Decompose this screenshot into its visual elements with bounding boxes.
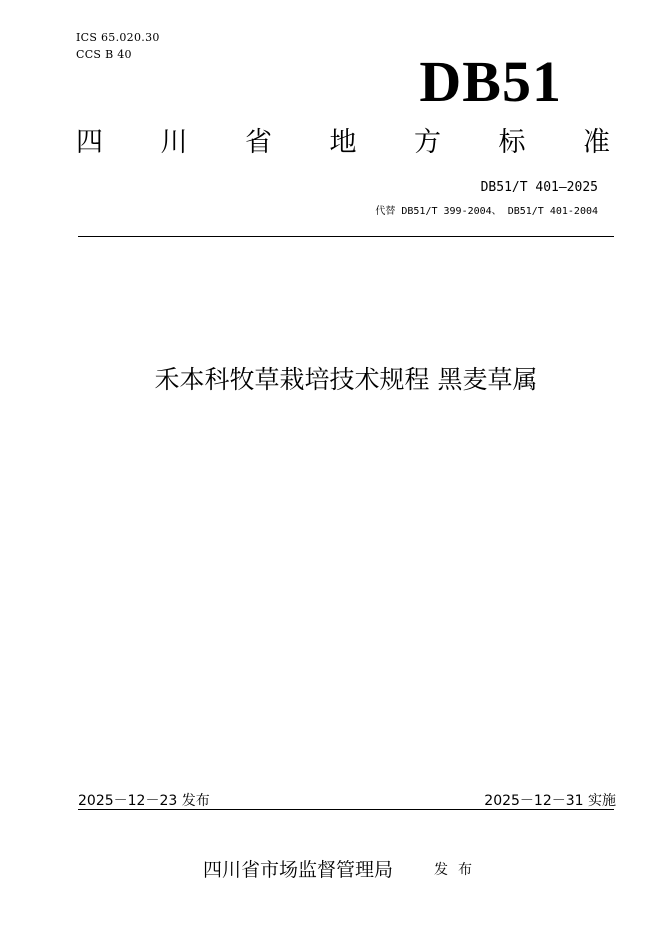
standard-type-char: 川 [160,127,188,158]
replaces-note: 代替 DB51/T 399-2004、 DB51/T 401-2004 [375,206,598,217]
standard-type-char: 地 [329,127,357,158]
standard-type-char: 四 [76,127,103,158]
standard-type [76,123,610,163]
standard-type-char: 标 [498,127,526,158]
document-title: 禾本科牧草栽培技术规程 黑麦草属 [154,365,538,394]
ccs-code: CCS B 40 [76,48,132,61]
implement-date: 2025－12－31 实施 [484,793,616,809]
issue-label: 发布 [434,862,482,878]
standard-number: DB51/T 401—2025 [480,180,598,195]
standard-type-char: 省 [245,127,272,158]
standard-type-char: 准 [583,127,610,158]
top-divider [78,236,614,237]
standard-type-char: 方 [414,127,441,158]
bottom-divider [78,809,614,810]
ics-code: ICS 65.020.30 [76,31,160,44]
db51-logo: DB51 [419,49,562,114]
issuing-authority: 四川省市场监督管理局 [203,859,394,881]
publish-date: 2025－12－23 发布 [78,793,210,809]
